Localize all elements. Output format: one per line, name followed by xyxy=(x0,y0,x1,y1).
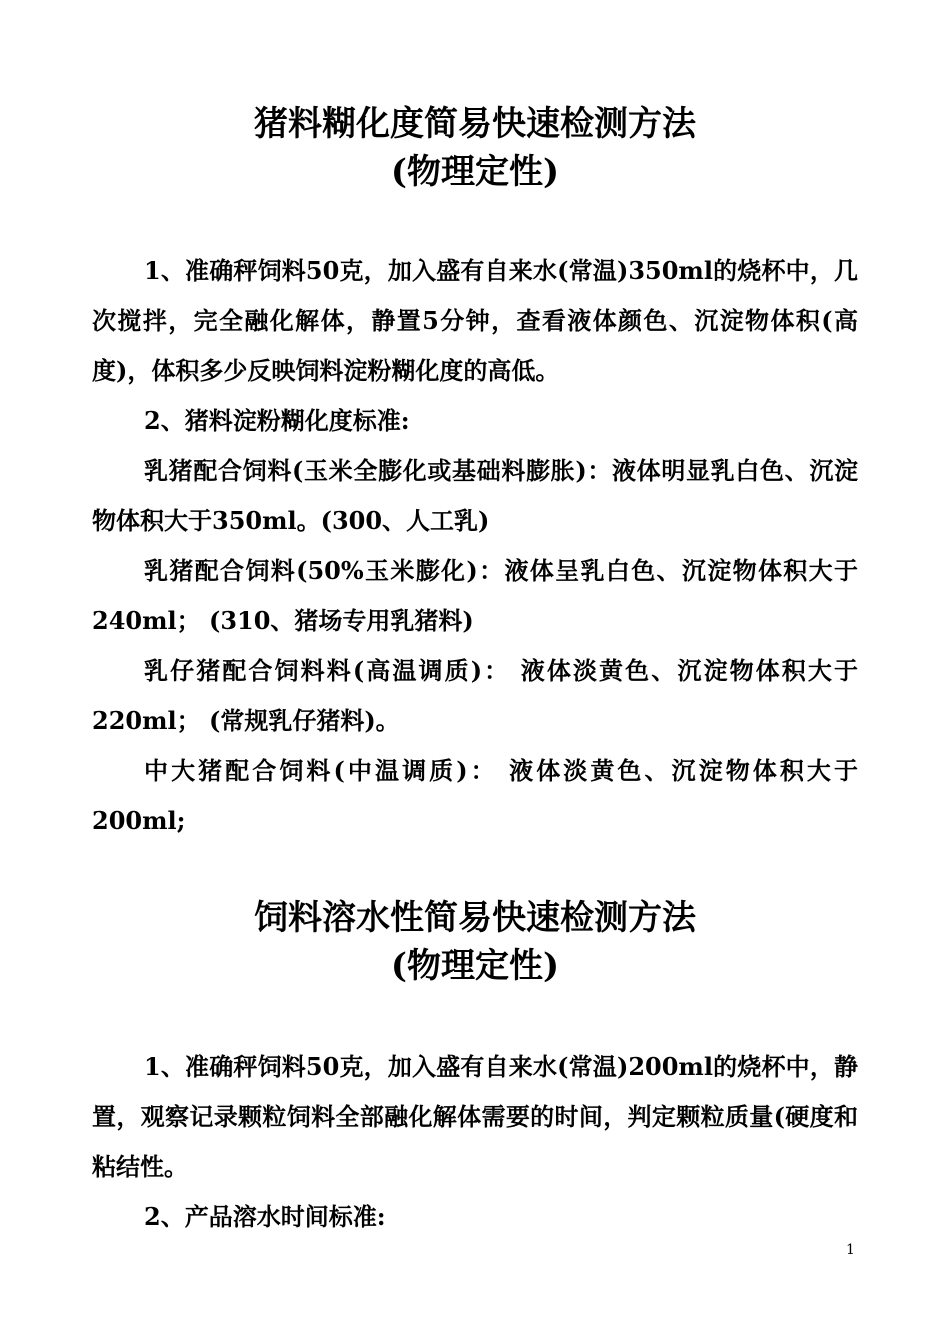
page-number: 1 xyxy=(846,1242,855,1258)
section1-paragraph-3: 乳猪配合饲料(玉米全膨化或基础料膨胀)：液体明显乳白色、沉淀物体积大于350ml。(300、人工乳) xyxy=(92,456,858,535)
section1-paragraph-2: 2、猪料淀粉糊化度标准: xyxy=(144,406,410,435)
section1-paragraph-5: 乳仔猪配合饲料料(高温调质)： 液体淡黄色、沉淀物体积大于220ml； (常规乳仔猪料)。 xyxy=(92,656,858,735)
section1-paragraph-6: 中大猪配合饲料(中温调质)： 液体淡黄色、沉淀物体积大于200ml; xyxy=(92,756,858,835)
section1-paragraph-4: 乳猪配合饲料(50%玉米膨化)：液体呈乳白色、沉淀物体积大于240ml； (310、猪场专用乳猪料) xyxy=(92,556,858,635)
section2-paragraph-1: 1、准确秤饲料50克，加入盛有自来水(常温)200ml的烧杯中，静置，观察记录颗粒饲料全部融化解体需要的时间，判定颗粒质量(硬度和粘结性。 xyxy=(92,1052,858,1181)
section2-title-line2: (物理定性) xyxy=(390,946,560,986)
section2-paragraph-2: 2、产品溶水时间标准: xyxy=(144,1202,386,1231)
section1-title-line2: (物理定性) xyxy=(390,152,560,192)
section1-paragraph-1: 1、准确秤饲料50克，加入盛有自来水(常温)350ml的烧杯中，几次搅拌，完全融化解体，静置5分钟，查看液体颜色、沉淀物体积(高度)，体积多少反映饲料淀粉糊化度的高低。 xyxy=(92,256,858,385)
section1-title-line1: 猪料糊化度简易快速检测方法 xyxy=(254,104,696,144)
section2-title-line1: 饲料溶水性简易快速检测方法 xyxy=(254,898,696,938)
